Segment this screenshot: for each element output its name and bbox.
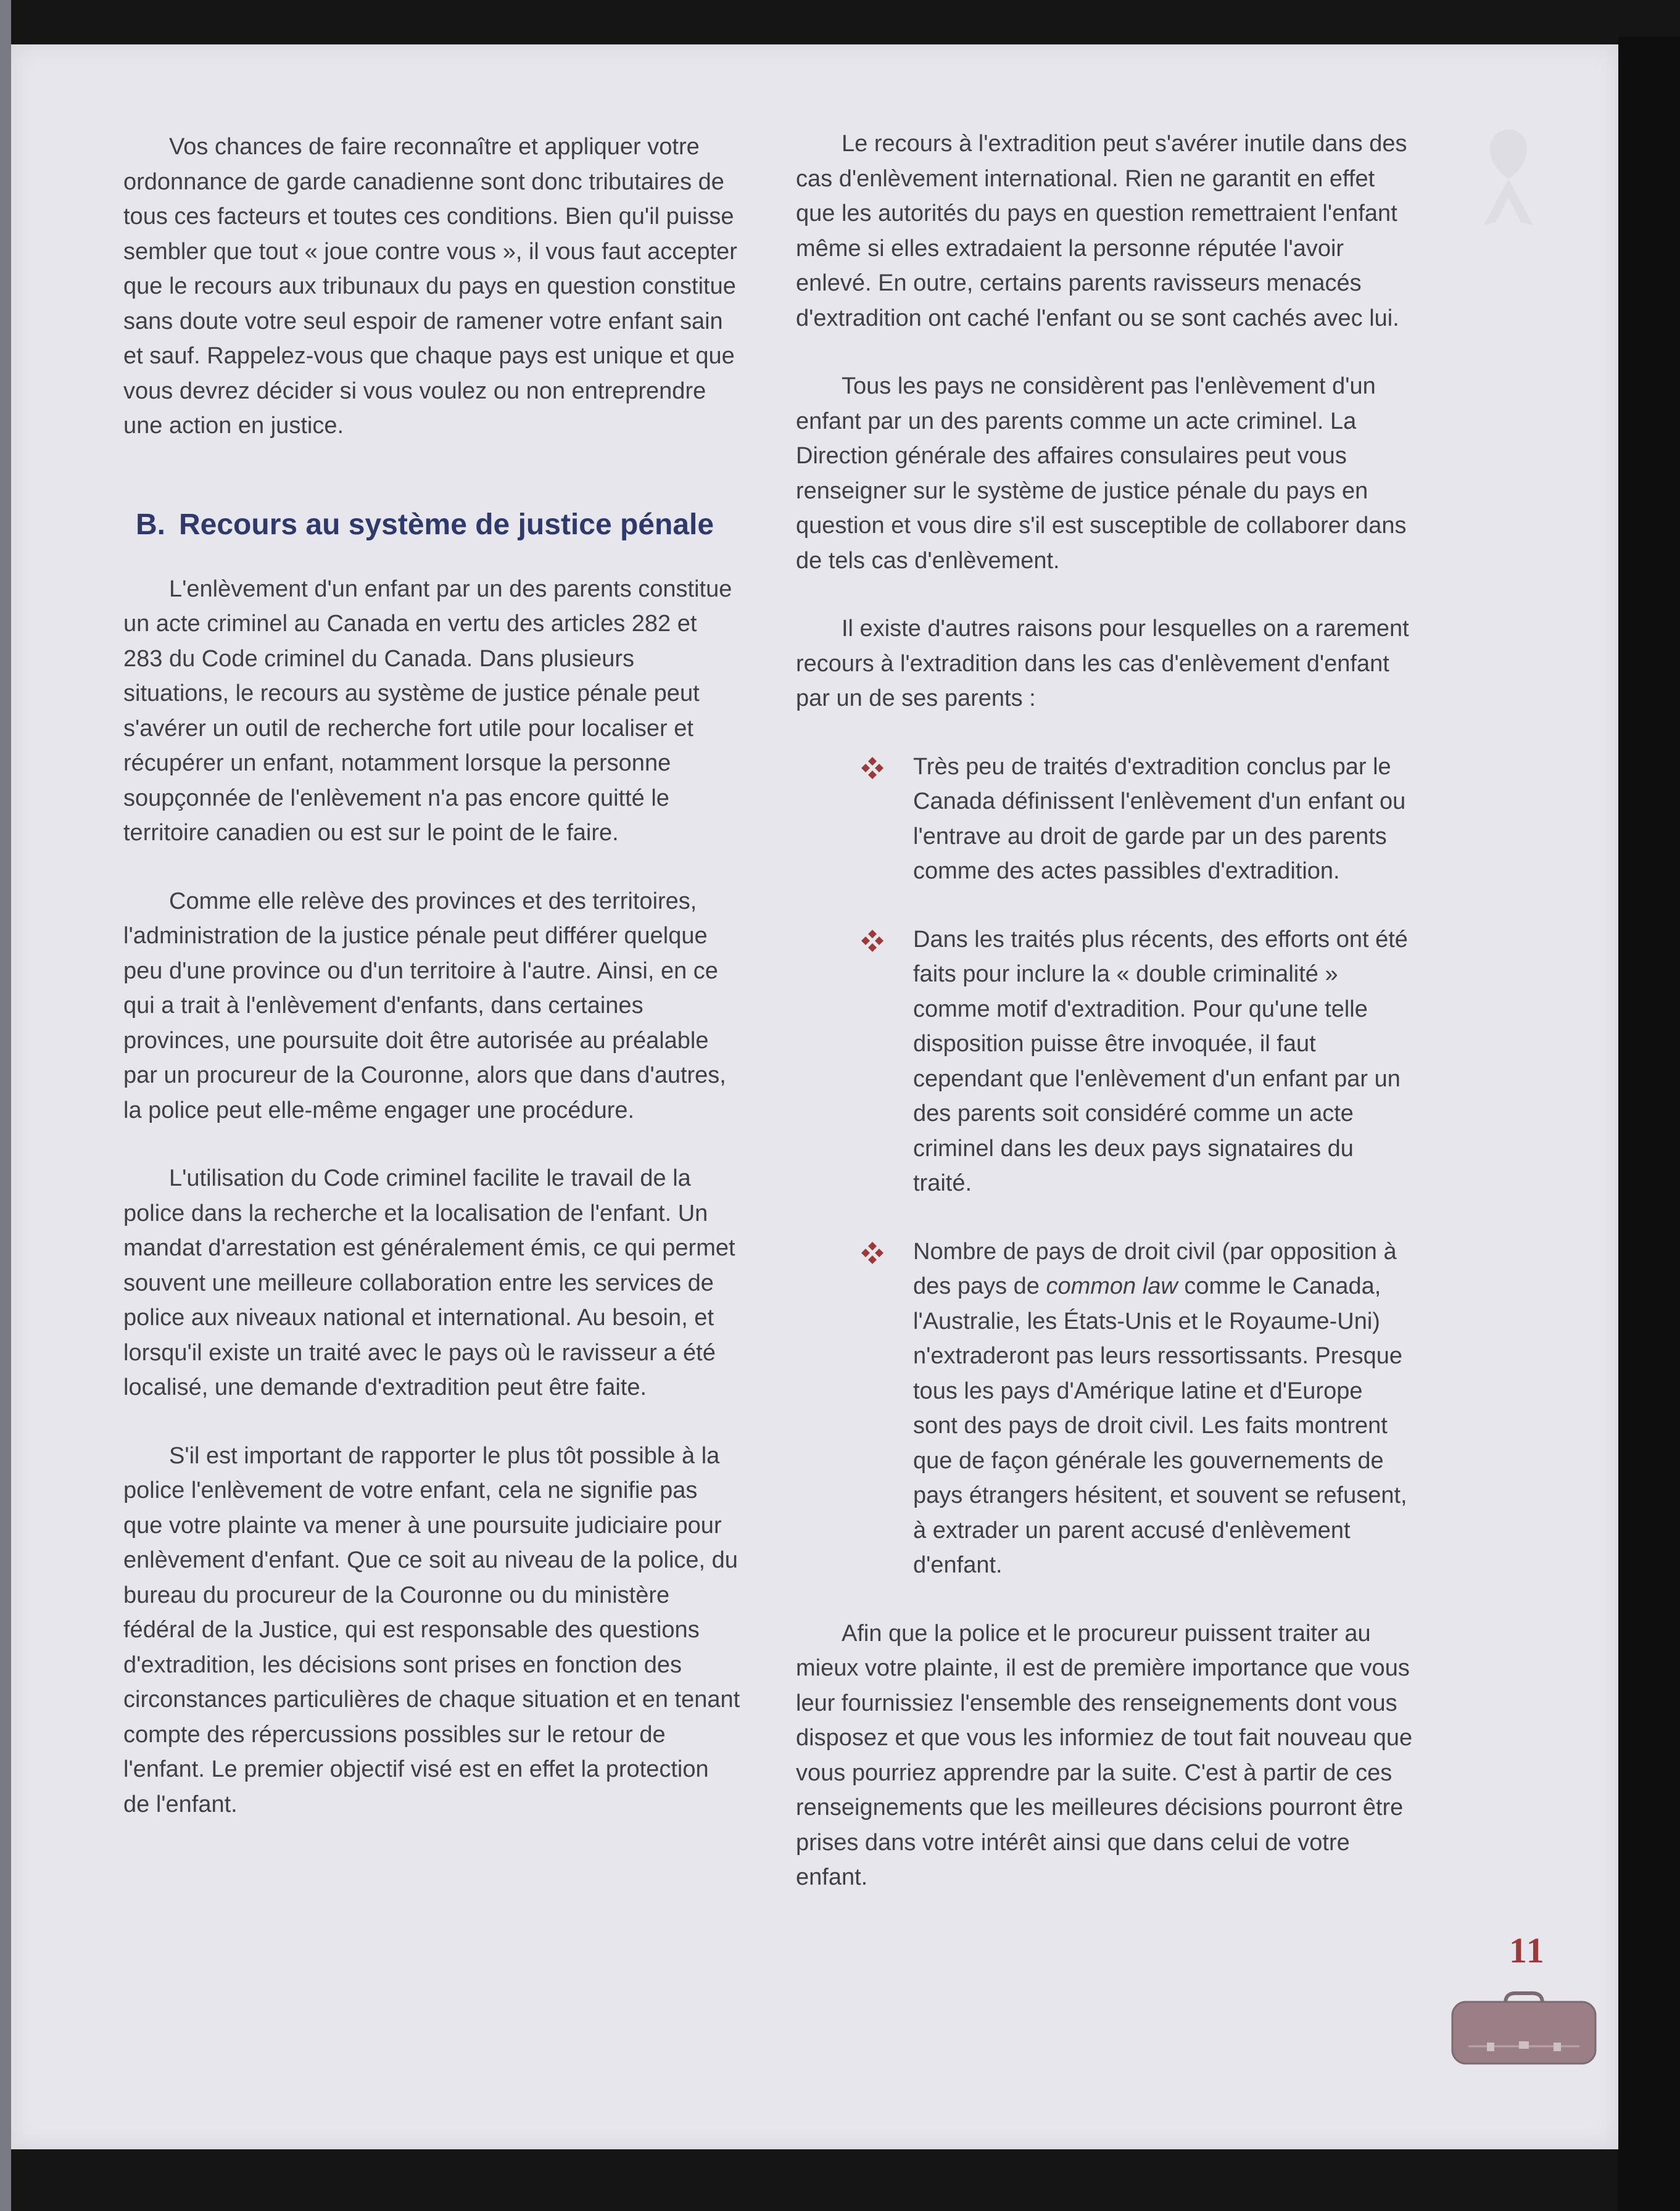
four-diamond-bullet-icon <box>860 1241 885 1265</box>
section-title: Recours au système de justice pénale <box>179 508 714 541</box>
left-column <box>123 130 740 1855</box>
bullet-text-2: Dans les traités plus récents, des efforts ont été faits pour inclure la « double criminalité » comme motif d'extradition. Pour qu'une telle disposition puisse être invoquée, il faut cependant que l'enlèvement d'un enfant par un des parents soit considéré comme un acte criminel dans les deux pays signataires du traité. <box>913 926 1408 1196</box>
paragraph-left-4: L'utilisation du Code criminel facilite le travail de la police dans la recherche et la localisation de l'enfant. Un mandat d'arrestation est généralement émis, ce qui permet souvent une meilleure collaboration entre les services de police aux niveaux national et international. Au besoin, et lorsqu'il existe un traité avec le pays où le ravisseur a été localisé, une demande d'extradition peut être faite. <box>123 1165 735 1400</box>
paragraph-right-2: Tous les pays ne considèrent pas l'enlèvement d'un enfant par un des parents comme un acte criminel. La Direction générale des affaires consulaires peut vous renseigner sur le système de justice pénale du pays en question et vous dire s'il est susceptible de collaborer dans de tels cas d'enlèvement. <box>796 373 1407 574</box>
bullet-text-3-italic: common law <box>1046 1273 1178 1299</box>
paragraph-right-3: Il existe d'autres raisons pour lesquelles on a rarement recours à l'extradition dans les cas d'enlèvement d'enfant par un de ses parents : <box>796 616 1409 711</box>
ribbon-watermark-icon <box>1462 123 1555 228</box>
four-diamond-bullet-icon <box>860 756 885 780</box>
bullet-list <box>796 750 1413 1583</box>
list-item <box>796 750 1413 889</box>
right-column <box>796 126 1413 1928</box>
paragraph-right-1: Le recours à l'extradition peut s'avérer inutile dans des cas d'enlèvement international. Rien ne garantit en effet que les autorités du pays en question remettraient l'enfant même si elles extradaient la personne réputée l'avoir enlevé. En outre, certains parents ravisseurs menacés d'extradition ont caché l'enfant ou se sont cachés avec lui. <box>796 131 1407 331</box>
section-letter: B. <box>136 508 165 541</box>
paragraph-left-1: Vos chances de faire reconnaître et appliquer votre ordonnance de garde canadienne sont donc tributaires de tous ces facteurs et toutes ces conditions. Bien qu'il puisse sembler que tout « joue contre vous », il vous faut accepter que le recours aux tribunaux du pays en question constitue sans doute votre seul espoir de ramener votre enfant sain et sauf. Rappelez-vous que chaque pays est unique et que vous devrez décider si vous voulez ou non entreprendre une action en justice. <box>123 134 737 439</box>
paragraph-left-3: Comme elle relève des provinces et des territoires, l'administration de la justice pénale peut différer quelque peu d'une province ou d'un territoire à l'autre. Ainsi, en ce qui a trait à l'enlèvement d'enfants, dans certaines provinces, une poursuite doit être autorisée au préalable par un procureur de la Couronne, alors que dans d'autres, la police peut elle-même engager une procédure. <box>123 888 726 1123</box>
scan-background <box>1618 37 1680 2211</box>
paragraph-right-4: Afin que la police et le procureur puissent traiter au mieux votre plainte, il est de première importance que vous leur fournissiez l'ensemble des renseignements dont vous disposez et que vous les informiez de tout fait nouveau que vous pourriez apprendre par la suite. C'est à partir de ces renseignements que les meilleures décisions pourront être prises dans votre intérêt ainsi que dans celui de votre enfant. <box>796 1620 1413 1890</box>
bullet-text-3-start: Nombre de pays de droit civil (par opposition à des pays de <box>913 1238 1397 1299</box>
bullet-text-3-end: comme le Canada, l'Australie, les États-Unis et le Royaume-Uni) n'extraderont pas leurs ressortissants. Presque tous les pays d'Amérique latine et d'Europe sont des pays de droit civil. Les faits montrent que de façon générale les gouvernements de pays étrangers hésitent, et souvent se refusent, à extrader un parent accusé d'enlèvement d'enfant. <box>913 1273 1407 1578</box>
four-diamond-bullet-icon <box>860 928 885 953</box>
page-number: 11 <box>1509 1930 1546 1970</box>
binding-edge <box>0 0 11 2211</box>
list-item <box>796 922 1413 1201</box>
paragraph-left-2: L'enlèvement d'un enfant par un des parents constitue un acte criminel au Canada en vertu des articles 282 et 283 du Code criminel du Canada. Dans plusieurs situations, le recours au système de justice pénale peut s'avérer un outil de recherche fort utile pour localiser et récupérer un enfant, notamment lorsque la personne soupçonnée de l'enlèvement n'a pas encore quitté le territoire canadien ou est sur le point de le faire. <box>123 576 732 846</box>
bullet-text-3 <box>913 1239 1407 1579</box>
section-heading <box>136 506 740 543</box>
paragraph-left-5: S'il est important de rapporter le plus tôt possible à la police l'enlèvement de votre enfant, cela ne signifie pas que votre plainte va mener à une poursuite judiciaire pour enlèvement d'enfant. Que ce soit au niveau de la police, du bureau du procureur de la Couronne ou du ministère fédéral de la Justice, qui est responsable des questions d'extradition, les décisions sont prises en fonction des circonstances particulières de chaque situation et en tenant compte des répercussions possibles sur le retour de l'enfant. Le premier objectif visé est en effet la protection de l'enfant. <box>123 1442 740 1817</box>
list-item <box>796 1234 1413 1583</box>
bullet-text-1: Très peu de traités d'extradition conclus par le Canada définissent l'enlèvement d'un enfant ou l'entrave au droit de garde par un des parents comme des actes passibles d'extradition. <box>913 753 1406 884</box>
suitcase-icon <box>1450 1990 1598 2067</box>
